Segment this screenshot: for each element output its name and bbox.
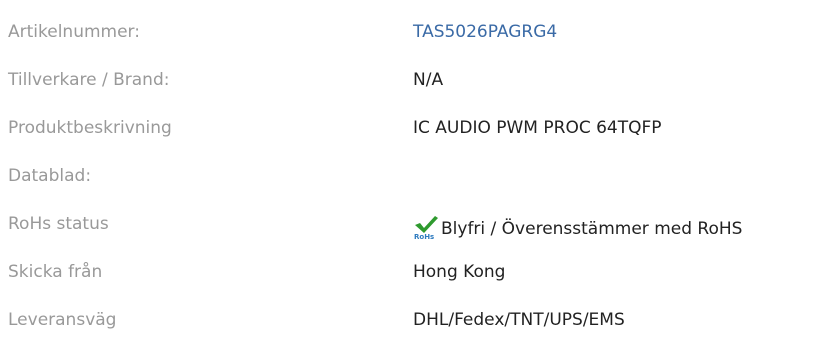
spec-row-ship-from — [0, 256, 831, 304]
manufacturer-label: Tillverkare / Brand: — [8, 70, 170, 90]
description-label: Produktbeskrivning — [8, 118, 172, 138]
rohs-label: RoHs status — [8, 214, 109, 234]
datasheet-label: Datablad: — [8, 166, 92, 186]
spec-row-shipping-method — [0, 304, 831, 352]
spec-row-part-number — [0, 0, 831, 64]
spec-row-description — [0, 112, 831, 160]
spec-row-manufacturer — [0, 64, 831, 112]
spec-row-rohs — [0, 208, 831, 256]
spec-row-datasheet — [0, 160, 831, 208]
part-number-label: Artikelnummer: — [8, 22, 140, 42]
shipping-method-value: DHL/Fedex/TNT/UPS/EMS — [413, 310, 625, 330]
rohs-status-text: Blyfri / Överensstämmer med RoHS — [441, 219, 743, 239]
ship-from-label: Skicka från — [8, 262, 103, 282]
svg-text:RoHs: RoHs — [414, 233, 435, 240]
rohs-check-icon — [413, 214, 439, 240]
manufacturer-value: N/A — [413, 70, 444, 90]
rohs-value — [413, 214, 742, 240]
description-value: IC AUDIO PWM PROC 64TQFP — [413, 118, 662, 138]
ship-from-value: Hong Kong — [413, 262, 506, 282]
part-number-link[interactable]: TAS5026PAGRG4 — [413, 22, 558, 42]
shipping-method-label: Leveransväg — [8, 310, 117, 330]
